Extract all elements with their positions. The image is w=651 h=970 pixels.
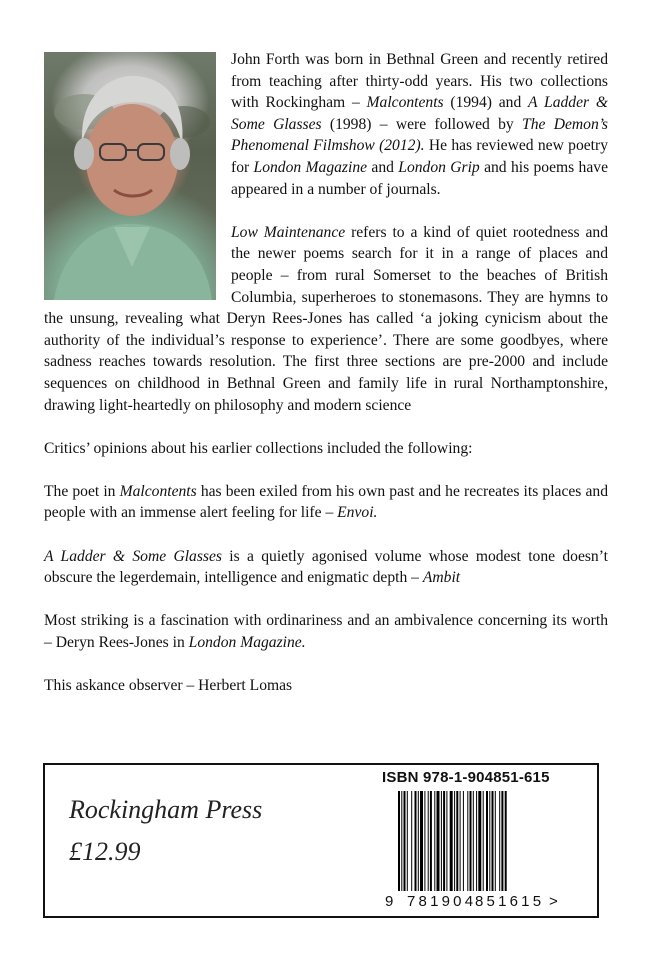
barcode-digits-right: 851615 [475,893,545,910]
italic-run: London Magazine [253,158,368,176]
text-run: This askance observer – Herbert Lomas [44,677,293,695]
text-run: and [367,158,399,176]
critic-quote-lomas [44,675,608,697]
barcode-quiet-mark: > [549,893,558,910]
publisher-name: Rockingham Press [69,795,263,824]
text-run: He has reviewed new poetry for [231,137,608,176]
italic-run: London Grip [398,158,480,176]
barcode-icon [398,791,550,895]
text-run: (1998) – were followed by [321,115,523,133]
text-run: John Forth was born in Bethnal Green and recently retired from teaching after thirty-odd years. His two collections with Rockingham – [231,51,608,112]
italic-run: London Magazine. [188,634,306,652]
italic-run: Ambit [422,569,461,587]
text-run: Critics’ opinions about his earlier collections included the following: [44,439,473,457]
critic-quote-envoi [44,481,608,524]
price: £12.99 [69,837,141,866]
italic-run: Envoi. [337,504,378,522]
text-run: refers to a kind of quiet rootedness and the newer poems search for it in a range of places and people – from rural Somerset to the beaches of British Columbia, superheroes to stonemasons. They are hymns to the unsung, revealing what Deryn Rees-Jones has called ‘a joking cynicism about the authority of the individual’s response to experience’. There are some goodbyes, where sadness reaches towards resolution. The first three sections are pre-2000 and include sequences on childhood in Bethnal Green and family life in rural Northamptonshire, drawing light-heartedly on philosophy and modern science [44,223,608,414]
italic-run: The Demon’s Phenomenal Filmshow (2012). [231,115,608,155]
text-run: (1994) and [443,94,529,112]
italic-run: A Ladder & Some Glasses [44,547,222,565]
critic-quote-ambit [44,546,608,589]
photo-wrap-space [44,49,231,307]
italic-run: Low Maintenance [231,223,346,241]
back-cover-text [44,49,608,718]
text-run: and his poems have appeared in a number of journals. [231,158,608,198]
publisher-box [43,763,599,918]
text-run: is a quietly agonised volume whose modest tone doesn’t obscure the legerdemain, intelligence and enigmatic depth – [44,547,608,587]
critics-intro [44,438,608,460]
text-run: Most striking is a fascination with ordinariness and an ambivalence concerning its worth – Deryn Rees-Jones in [44,612,608,652]
italic-run: A Ladder & Some Glasses [231,94,608,133]
italic-run: Malcontents [366,94,444,112]
text-run: has been exiled from his own past and he recreates its places and people with an immense alert feeling for life – [44,482,608,522]
italic-run: Malcontents [119,482,197,500]
barcode-digit-lead: 9 [385,893,394,910]
isbn-label: ISBN 978-1-904851-615 [382,769,550,786]
text-run: The poet in [44,482,120,500]
barcode-digits-left: 781904 [407,893,477,910]
critic-quote-london-magazine [44,610,608,653]
